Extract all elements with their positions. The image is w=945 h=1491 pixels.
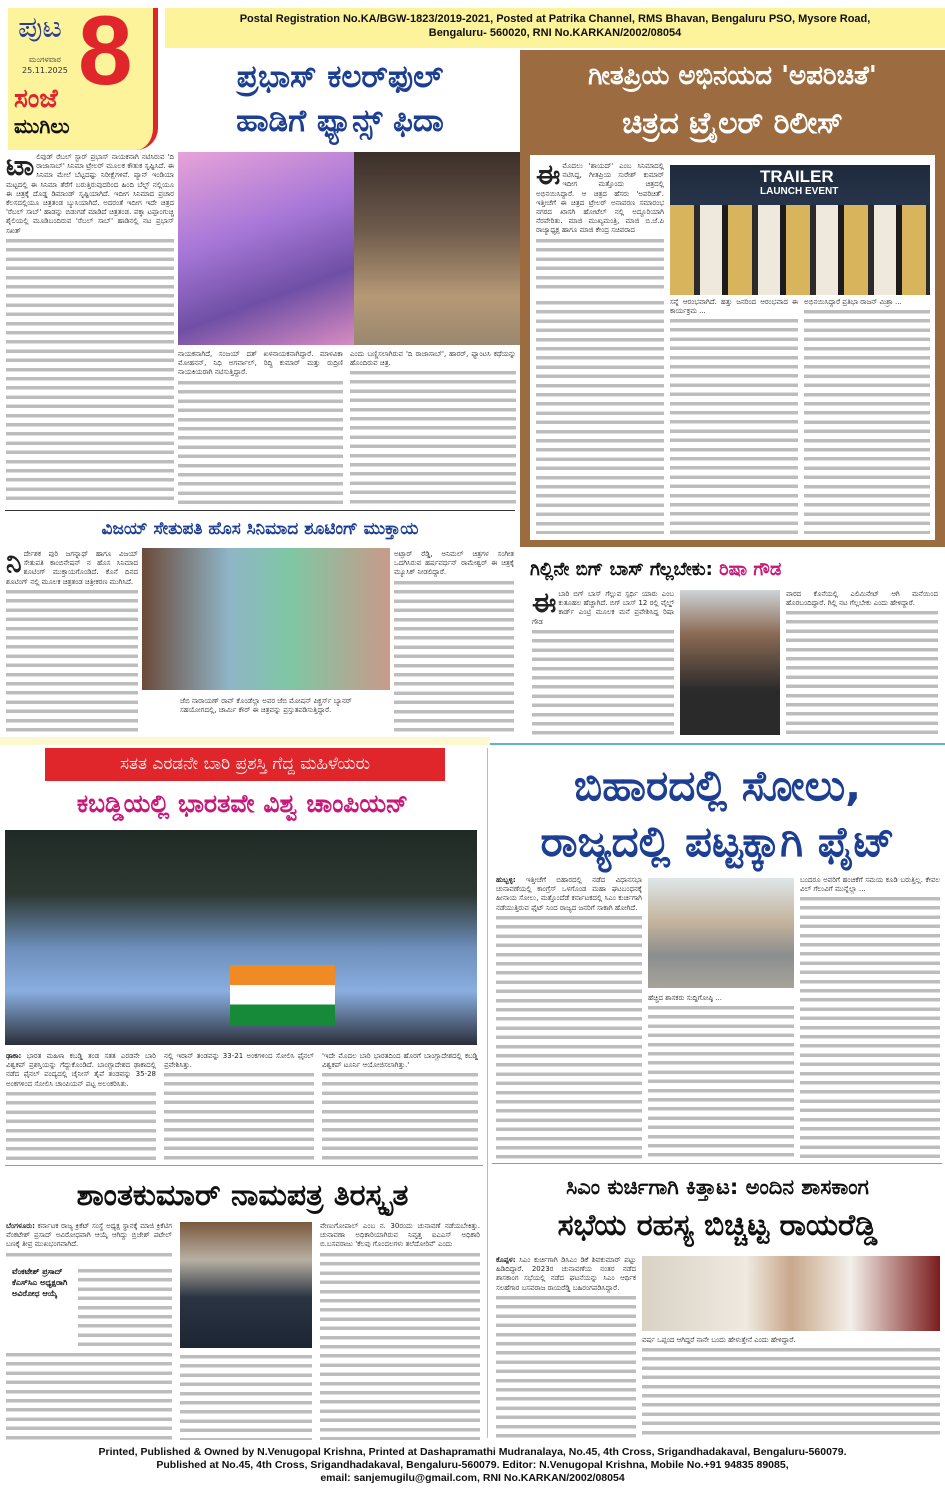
kabaddi-team-photo xyxy=(5,830,477,1045)
page-label: ಪುಟ xyxy=(18,10,63,45)
people-group xyxy=(670,205,930,295)
shantakumar-col1c xyxy=(6,1350,172,1440)
vijay-headline: ವಿಜಯ್ ಸೇತುಪತಿ ಹೊಸ ಸಿನಿಮಾದ ಶೂಟಿಂಗ್ ಮುಕ್ತಾಯ xyxy=(101,519,419,539)
article-text: ಇತ್ತೀಚೆಗೆ ಬಿಹಾರದಲ್ಲಿ ನಡೆದ ವಿಧಾನಸಭಾ ಚುನಾವಣೆಯಲ್ಲಿ ಕಾಂಗ್ರೆಸ್ ಒಳಗೊಂಡ ಮಹಾ ಘಟಬಂಧನಕ್ಕೆ ಹೀನಾಯ ಸೋಲು, ಮತ್ತೊಂದೆಡೆ ಕರ್ನಾಟಕದಲ್ಲಿ ಸಿಎಂ ಕುರ್ಚಿಗಾಗಿ ನಡೆಯುತ್ತಿರುವ ಫೈಟ್ ನಿಂದ ರಾಜ್ಯದ ಜನರಿಗೆ ಸಾಕಾಗಿ ಹೋಗಿದೆ. xyxy=(496,876,642,912)
article-text: ಕರ್ನಾಟಕ ರಾಜ್ಯ ಕ್ರಿಕೆಟ್ ಸಂಸ್ಥೆ ಅಧ್ಯಕ್ಷ ಸ್ಥಾನಕ್ಕೆ ಮಾಜಿ ಕ್ರಿಕೆಟಿಗ ವೆಂಕಟೇಶ್ ಪ್ರಸಾದ್ ಅವಿರೋಧವಾಗಿ ಆಯ್ಕೆ ಆಗಿದ್ದು ಬ್ರಿಜೇಶ್ ಪಟೇಲ್ ಬಣಕ್ಕೆ ತೀವ್ರ ಮುಖಭಂಗವಾಗಿದೆ. xyxy=(6,1222,172,1249)
article-text: ಮೊದಲು 'ಶಾಯದ್' ಎಂಬ ಸಿನಿಮಾದಲ್ಲಿ ನಟಿಸಿದ್ದ, ಗೀತಪ್ರಿಯ ಸುರೇಶ್ ಕುಮಾರ್ ಇದೀಗ ಮತ್ತೊಂದು ಚಿತ್ರದಲ್ಲಿ ಅಭಿನಯಿಸಿದ್ದಾರೆ. ಆ ಚಿತ್ರದ ಹೆಸರು 'ಅಪರಿಚಿತೆ'. ಇತ್ತೀಚೆಗೆ ಈ ಚಿತ್ರದ ಟ್ರೇಲರ್ ಅನಾವರಣ ಸಮಾರಂಭ ನಗರದ ಖಾಸಗಿ ಹೋಟೆಲ್ ನಲ್ಲಿ ಅದ್ದೂರಿಯಾಗಿ ನೆರವೇರಿತು. ಮಾಜಿ ಮುಖ್ಯಮಂತ್ರಿ, ಮಾಜಿ ಬಿ.ಜೆ.ಪಿ ರಾಜ್ಯಾಧ್ಯಕ್ಷ ಹಾಗೂ ಮಾಜಿ ಕೇಂದ್ರ ಸಚಿವರಾದ xyxy=(536,162,664,235)
shantakumar-col2 xyxy=(180,1352,312,1440)
aparichite-col1b xyxy=(536,298,664,534)
headline-name: ರಿಷಾ ಗೌಡ xyxy=(719,559,782,580)
kabaddi-col2: ನಲ್ಲಿ ಇರಾನ್ ತಂಡವನ್ನು 33-21 ಅಂಕಗಳಿಂದ ಸೋಲಿಸಿ ಫೈನಲ್ ಪ್ರವೇಶಿಸಿತ್ತು. xyxy=(164,1052,314,1160)
divider xyxy=(490,743,945,745)
postal-registration xyxy=(165,8,945,48)
shantakumar-subhead: ವೆಂಕಟೇಶ್ ಪ್ರಸಾದ್ ಕೆಎಸ್‌ಸಿಎ ಅಧ್ಯಕ್ಷರಾಗಿ ಅವಿರೋಧ ಆಯ್ಕೆ xyxy=(12,1267,68,1298)
footer-line: email: sanjemugilu@gmail.com, RNI No.KARKAN/2002/08054 xyxy=(320,1472,625,1484)
bihar-col3: ಬಂದರೂ ಅವರಿಗೆ ಹಂಚಿಕೆಗೆ ಸಮಯ ಕೂಡಿ ಬರುತ್ತಿಲ್ಲ. ಕೇವಲ ವಿಲ್ ಗೆಲುವಿಗೆ ಮುನ್ನೆಲ್ಲಾ ... xyxy=(800,876,940,1160)
vijay-col2: ಅಟ್ಸಾರ್ ರೆಡ್ಡಿ, ಅನಿಮಲ್ ಚಿತ್ರಗಳ ಸಂಗೀತ ಒದಗಿಸಿರುವ ಹರ್ಷವರ್ಧನ್ ರಾಮೇಶ್ವರ್ ಈ ಚಿತ್ರಕ್ಕೆ ಮ್ಯೂಸಿಕ್ ನೀಡಲಿದ್ದಾರೆ. xyxy=(394,550,514,735)
cm-body xyxy=(496,1256,636,1440)
headline-line: ಪ್ರಭಾಸ್ ಕಲರ್‌ಫುಲ್ xyxy=(236,59,444,95)
shantakumar-col3: ವೇಣುಗೋಪಾಲ್ ಎಂಬ ನ. 30ರಂದು ಚುನಾವಣೆ ನಡೆಯಬೇಕಿತ್ತು. ಚುನಾವಣಾ ಅಧಿಕಾರಿಯಾಗಿರುವ ನಿವೃತ್ತ ಐಎಎಸ್ ಅಧಿಕಾರಿ ಬಿ.ಬಸವರಾಜು 'ಕೆಲವು ಗೊಂದಲಗಳು ತಲೆದೋರಿವೆ' ಎಂದು xyxy=(320,1222,480,1440)
trailer-launch-photo xyxy=(670,165,930,295)
photo-banner xyxy=(760,169,838,199)
weekday: ಮಂಗಳವಾರ xyxy=(28,55,61,64)
drop-cap: ಈ xyxy=(532,590,557,619)
kabaddi-col3: 'ಇದೇ ಮೊದಲ ಬಾರಿ ಭಾರತದಿಂದ ಹೊರಗೆ ಬಾಂಗ್ಲಾದೇಶದಲ್ಲಿ ಕಬಡ್ಡಿ ವಿಶ್ವಕಪ್ ಟೂರ್ನಿ ಆಯೋಜಿಸಲಾಗಿತ್ತು.' xyxy=(322,1052,478,1160)
dateline: ಹುಬ್ಬಳ್ಳಿ: xyxy=(496,876,516,884)
prabhas-photo-1 xyxy=(178,152,354,345)
dateline: ಕೊಪ್ಪಳ: xyxy=(496,1256,516,1264)
shantakumar-headline: ಶಾಂತಕುಮಾರ್ ನಾಮಪತ್ರ ತಿರಸ್ಕೃತ xyxy=(76,1178,409,1213)
article-text: ಭಾರತ ಮಹಿಳಾ ಕಬಡ್ಡಿ ತಂಡ ಸತತ ಎರಡನೇ ಬಾರಿ ವಿಶ್ವಕಪ್ ಪ್ರಶಸ್ತಿಯನ್ನು ಗೆದ್ದುಕೊಂಡಿದೆ. ಬಾಂಗ್ಲಾದೇಶದ ಢಾಕಾದಲ್ಲಿ ನಡೆದ ಫೈನಲ್ ಪಂದ್ಯದಲ್ಲಿ ಚೈನೀಸ್ ತೈಪೆ ತಂಡವನ್ನು 35-28 ಅಂಕಗಳಿಂದ ಸೋಲಿಸಿ ಚಾಂಪಿಯನ್ ಪಟ್ಟ ಅಲಂಕರಿಸಿತು. xyxy=(6,1052,156,1088)
article-text: ಲಿವುಡ್ ರೆಬಲ್ ಸ್ಟಾರ್ ಪ್ರಭಾಸ್ ನಾಯಕನಾಗಿ ನಟಿಸಿರುವ 'ದಿ ರಾಜಾಸಾಬ್' ಸಿನಿಮಾ ಟ್ರೇಲರ್ ಮೂಲಕ ಕೌತುಕ ಸೃಷ್ಟಿಸಿದೆ. ಈ ಸಿನಿಮಾ ಮೇಲೆ ಬೆಟ್ಟದಷ್ಟು ನಿರೀಕ್ಷೆಗಳಿವೆ. ಪ್ಯಾನ್ ಇಂಡಿಯಾ ಮಟ್ಟದಲ್ಲಿ ಈ ಸಿನಿಮಾ ತೆರೆಗೆ ಬರುತ್ತಿರುವುದರಿಂದ ಹಿಂದಿ ಬೆಲ್ಟ್ ನಲ್ಲಿಯೂ ಈ ಚಿತ್ರಕ್ಕೆ ದೊಡ್ಡ ಡಿಮಾಂಡ್ ಸೃಷ್ಟಿಯಾಗಿದೆ. ಇದೀಗ ಸಿನಿಮಾದ ಪ್ರಚಾರ ಕೆಲಸದಲ್ಲಿಯೂ ಚಿತ್ರತಂಡ ಬ್ಯುಸಿಯಾಗಿದೆ. ಅದರಂತೆ ಇದೀಗ ಇದೇ ಚಿತ್ರದ 'ರೆಬಲ್ ಸಾಬ್' ಹಾಡನ್ನು ಬಿಡುಗಡೆ ಮಾಡಿದೆ ಚಿತ್ರತಂಡ. ಪಕ್ಕಾ ಟಪ್ಪಾಂಗುಚ್ಚಿ ಶೈಲಿಯಲ್ಲಿ ಮೂಡಿಬಂದಿರುವ 'ರೆಬಲ್ ಸಾಬ್' ಹಾಡಿನಲ್ಲಿ ನಟ ಪ್ರಭಾಸ್ ಸಖತ್ xyxy=(6,153,174,235)
band xyxy=(0,737,490,745)
shantakumar-body xyxy=(6,1222,172,1262)
aparichite-col3: ಅಭಿನಯಿಸಿದ್ದಾರೆ ಪ್ರತಿಭಾ ರಾಜನ್ ಮಿಶ್ರಾ ... xyxy=(804,298,930,534)
article-text: ಸಿಎಂ ಕುರ್ಚಿಗಾಗಿ ಡಿಸಿಎಂ ಡಿಕೆ ಶಿವಕುಮಾರ್ ಪಟ್ಟು ಹಿಡಿದಿದ್ದಾರೆ. 2023ರ ಚುನಾವಣೆಯ ನಂತರ ನಡೆದ ಶಾಸಕಾಂಗ ಸಭೆಯಲ್ಲಿ ನಡೆದ ಘಟನೆಯನ್ನು ಸಿಎಂ ಆರ್ಥಿಕ ಸಲಹೆಗಾರ ಬಸವರಾಜ ರಾಯರೆಡ್ಡಿ ಬಹಿರಂಗಪಡಿಸಿದ್ದಾರೆ. xyxy=(496,1256,636,1292)
dateline: ಢಾಕಾ: xyxy=(6,1052,22,1060)
aparichite-col2: ಸನ್ನೆ ಆರಂಭವಾಗಿದೆ. ಹತ್ತು ಜನರಿಂದ ಆರಂಭವಾದ ಈ ಕಾರ್ಯಕ್ರಮ ... xyxy=(670,298,798,534)
cm-headline xyxy=(490,1170,945,1248)
vijay-body xyxy=(6,550,138,735)
kabaddi-headline: ಕಬಡ್ಡಿಯಲ್ಲಿ ಭಾರತವೇ ವಿಶ್ವ ಚಾಂಪಿಯನ್ xyxy=(76,789,409,818)
aparichite-headline xyxy=(520,52,945,148)
bihar-col2: ಹೆಚ್ಚಿದ ಶಾಸಕರು ಸುದ್ದಿಗೋಷ್ಠಿ ... xyxy=(648,994,794,1160)
street-photo xyxy=(648,878,794,988)
prabhas-headline xyxy=(165,55,515,143)
footer-line: Published at No.45, 4th Cross, Srigandhadakaval, Bengaluru-560079. Editor: N.Venugopal Krishna, Mobile No.+91 94835 89085, xyxy=(156,1459,789,1471)
bihar-headline xyxy=(490,758,945,870)
article-text: ಬಾರಿ ಬಿಗ್ ಬಾಸ್ ಗೆಲ್ಲುವ ಸ್ಪರ್ಧಿ ಯಾರು ಎಂಬ ಕುತೂಹಲ ಹೆಚ್ಚಾಗಿದೆ. ಬಿಗ್ ಬಾಸ್ 12 ರಲ್ಲಿ ವೈಲ್ಡ್ ಕಾರ್ಡ್ ಎಂಟ್ರಿ ಮೂಲಕ ಮನೆ ಪ್ರವೇಶಿಸಿದ್ದ ರಿಷಾ ಗೌಡ xyxy=(532,590,674,626)
shantakumar-col1b xyxy=(78,1266,172,1346)
prabhas-body xyxy=(6,153,174,505)
cm-col2: ವರ್ಷ ಒಪ್ಪಂದ ಆಗಿದ್ದರೆ ನಾನೇ ಬಂದು ಹೇಳುತ್ತೇನೆ ಎಂದು ಹೇಳಿದ್ದಾರೆ. xyxy=(642,1336,940,1440)
page-number: 8 xyxy=(78,0,133,105)
vijay-caption: ಜೆಬಿ ನಾರಾಯಣ್ ರಾವ್ ಕೊಂಡೆಲ್ಲಾ ಅವರ ಜೆಬಿ ಮೋಷನ್ ಪಿಕ್ಚರ್ಸ್ ಬ್ಯಾನರ್ ಸಹಯೋಗದಲ್ಲಿ, ಚಾರ್ಮಿ ಕೌರ್ ಈ ಚಿತ್ರವನ್ನು ಪ್ರಸ್ತುತಪಡಿಸುತ್ತಿದ್ದಾರೆ. xyxy=(180,697,352,714)
postal-line: Bengaluru- 560020, RNI No.KARKAN/2002/08054 xyxy=(428,27,682,39)
dateline: ಬೆಂಗಳೂರು: xyxy=(6,1222,35,1230)
divider xyxy=(492,1163,942,1164)
bihar-body xyxy=(496,876,642,1160)
drop-cap: ಈ xyxy=(536,162,561,191)
risha-gowda-photo xyxy=(680,590,780,735)
headline-main: ಗಿಲ್ಲಿನೇ ಬಿಗ್ ಬಾಸ್ ಗೆಲ್ಲಬೇಕು: xyxy=(530,559,713,580)
gilli-body xyxy=(532,590,674,735)
issue-date xyxy=(22,54,68,76)
gilli-headline xyxy=(530,556,940,584)
article-text: ರ್ದೇಶಕ ಪುರಿ ಜಗನ್ನಾಥ್ ಹಾಗೂ ವಿಜಯ್ ಸೇತುಪತಿ ಕಾಂಬಿನೇಷನ್ ನ ಹೊಸ ಸಿನಿಮಾದ ಶೂಟಿಂಗ್ ಮುಕ್ತಾಯಗೊಂಡಿದೆ. ಕೊನೆ ದಿನದ ಶೂಟಿಂಗ್ ನಲ್ಲಿ ಮೂಲಕ ಚಿತ್ರತಂಡ ಚಿತ್ರೀಕರಣ ಮುಗಿಸಿದೆ. xyxy=(6,550,138,586)
india-flag xyxy=(230,965,335,1025)
politicians-photo xyxy=(642,1256,940,1331)
venkatesh-prasad-photo xyxy=(180,1222,312,1348)
imprint-footer xyxy=(0,1446,945,1485)
kabaddi-body xyxy=(6,1052,156,1160)
headline-line: ಗೀತಪ್ರಿಯ ಅಭಿನಯದ 'ಅಪರಿಚಿತೆ' xyxy=(588,61,877,91)
prabhas-col3: ಎಂದು ಬಣ್ಣಿಸಲಾಗಿರುವ 'ದಿ ರಾಜಾಸಾಬ್', ಹಾರರ್, ಫ್ಯಾಂಟಸಿ ಕಥೆಯನ್ನು ಹೊಂದಿರುವ ಚಿತ್ರ. xyxy=(350,350,516,505)
prabhas-photo-2 xyxy=(354,152,520,345)
headline-line: ಸಿಎಂ ಕುರ್ಚಿಗಾಗಿ ಕಿತ್ತಾಟ: ಅಂದಿನ ಶಾಸಕಾಂಗ xyxy=(566,1175,869,1199)
headline-line: ಚಿತ್ರದ ಟ್ರೈಲರ್ ರಿಲೀಸ್ xyxy=(622,106,843,141)
headline-line: ಬಿಹಾರದಲ್ಲಿ ಸೋಲು, xyxy=(573,761,862,810)
headline-line: ಸಭೆಯ ರಹಸ್ಯ ಬಿಚ್ಚಿಟ್ಟ ರಾಯರೆಡ್ಡಿ xyxy=(557,1208,878,1243)
banner-text: TRAILER xyxy=(760,167,834,186)
headline-line: ರಾಜ್ಯದಲ್ಲಿ ಪಟ್ಟಕ್ಕಾಗಿ ಫೈಟ್ xyxy=(540,817,895,866)
brand-logo-line2: ಮುಗಿಲು xyxy=(14,114,70,138)
prabhas-col2: ನಾಯಕನಾಗಿದೆ, ಸಂಜಯ್ ದತ್ ಖಳನಾಯಕನಾಗಿದ್ದಾರೆ. ಮಾಳವಿಕಾ ಮೋಹನನ್, ನಿಧಿ ಅಗರ್ವಾಲ್, ರಿದ್ಧಿ ಕುಮಾರ್ ಮತ್ತು ರುದ್ರಿಣಿ ನಾಯಕಿಯರಾಗಿ ನಟಿಸುತ್ತಿದ್ದಾರೆ. xyxy=(178,350,343,505)
gilli-col2: ವಾರದ ಕೊನೆಯಲ್ಲಿ ಎಲಿಮಿನೇಟ್ ಆಗಿ ಮನೆಯಿಂದ ಹೊರಬಂದಿದ್ದಾರೆ. ಗಿಲ್ಲಿ ನಟ ಗೆಲ್ಲಬೇಕು ಎಂದು ಹೇಳಿದ್ದಾರೆ. xyxy=(786,590,938,735)
postal-line: Postal Registration No.KA/BGW-1823/2019-2021, Posted at Patrika Channel, RMS Bhavan, Bengaluru PSO, Mysore Road, xyxy=(239,13,871,25)
drop-cap: ನಿ xyxy=(6,550,22,579)
brand-logo-line1: ಸಂಜೆ xyxy=(14,84,58,114)
column-divider xyxy=(487,748,488,1438)
divider xyxy=(5,510,515,511)
banner-text: LAUNCH EVENT xyxy=(760,186,839,197)
footer-line: Printed, Published & Owned by N.Venugopal Krishna, Printed at Dashapramathi Mudranalaya, No.45, 4th Cross, Srigandhadakaval, Bengaluru-560079. xyxy=(98,1446,847,1458)
vijay-photo xyxy=(142,548,390,690)
drop-cap: ಟಾ xyxy=(6,153,35,182)
kabaddi-kicker: ಸತತ ಎರಡನೇ ಬಾರಿ ಪ್ರಶಸ್ತಿ ಗೆದ್ದ ಮಹಿಳೆಯರು xyxy=(45,748,445,781)
headline-line: ಹಾಡಿಗೆ ಫ್ಯಾನ್ಸ್ ಫಿದಾ xyxy=(236,103,444,139)
aparichite-body xyxy=(536,162,664,294)
divider xyxy=(5,1165,483,1166)
date: 25.11.2025 xyxy=(22,66,68,75)
